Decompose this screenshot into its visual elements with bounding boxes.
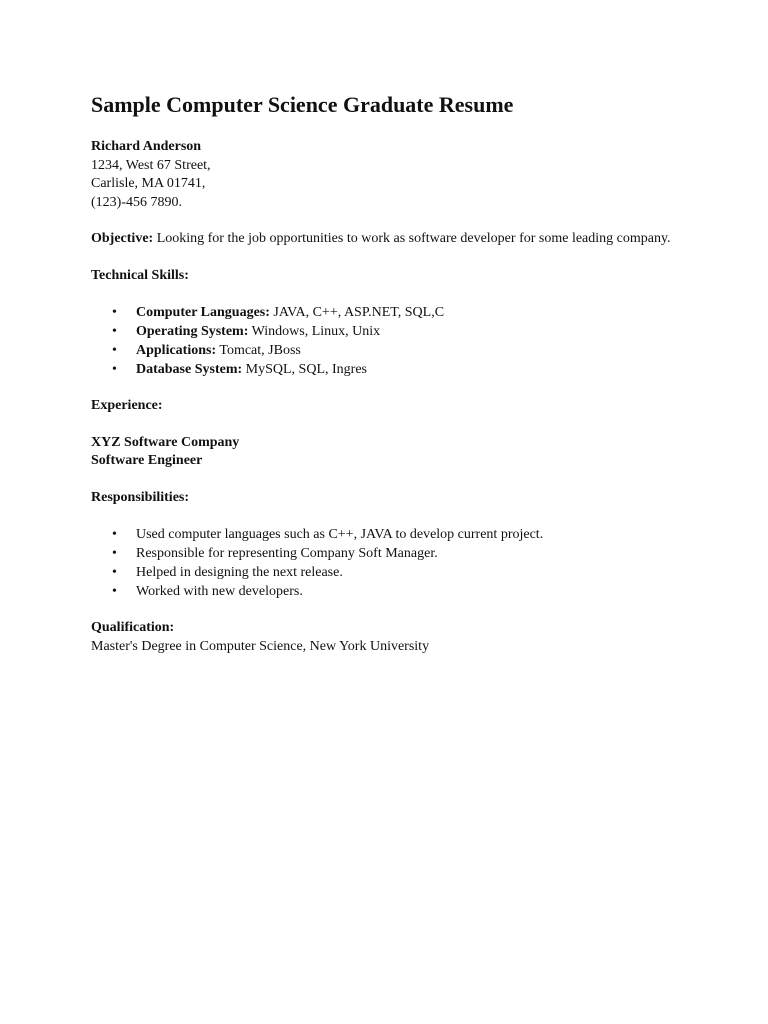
responsibility-text: Helped in designing the next release. xyxy=(136,565,343,580)
skill-value: Windows, Linux, Unix xyxy=(251,324,381,339)
list-item xyxy=(91,525,691,544)
page-title: Sample Computer Science Graduate Resume xyxy=(91,92,514,117)
technical-skills-list xyxy=(91,303,691,379)
objective-section xyxy=(91,230,691,249)
skill-value: MySQL, SQL, Ingres xyxy=(245,362,367,377)
objective-text: Looking for the job opportunities to work as software developer for some leading company. xyxy=(156,231,671,246)
bullet-icon: • xyxy=(112,324,117,339)
bullet-icon: • xyxy=(112,362,117,377)
contact-address-line1: 1234, West 67 Street, xyxy=(91,157,211,173)
contact-name: Richard Anderson xyxy=(91,139,202,154)
skill-value: JAVA, C++, ASP.NET, SQL,C xyxy=(273,305,445,320)
qualification-section xyxy=(91,619,691,656)
list-item xyxy=(91,582,691,601)
list-item xyxy=(91,360,691,379)
skill-value: Tomcat, JBoss xyxy=(219,343,301,358)
skill-label: Database System: xyxy=(136,362,243,377)
bullet-icon: • xyxy=(112,527,117,542)
skill-label: Computer Languages: xyxy=(136,305,270,320)
qualification-heading: Qualification: xyxy=(91,620,175,635)
responsibilities-list xyxy=(91,525,691,601)
contact-block xyxy=(91,138,691,212)
responsibility-text: Used computer languages such as C++, JAVA to develop current project. xyxy=(136,527,544,542)
experience-company: XYZ Software Company xyxy=(91,434,240,450)
responsibility-text: Responsible for representing Company Soft Manager. xyxy=(136,546,438,561)
responsibility-text: Worked with new developers. xyxy=(136,584,303,599)
technical-skills-heading: Technical Skills: xyxy=(91,267,189,283)
experience-role: Software Engineer xyxy=(91,453,203,468)
contact-phone: (123)-456 7890. xyxy=(91,194,182,210)
skill-label: Applications: xyxy=(136,343,217,358)
list-item xyxy=(91,544,691,563)
list-item xyxy=(91,341,691,360)
bullet-icon: • xyxy=(112,565,117,580)
resume-page xyxy=(91,90,691,656)
list-item xyxy=(91,563,691,582)
list-item xyxy=(91,303,691,322)
bullet-icon: • xyxy=(112,343,117,358)
responsibilities-heading: Responsibilities: xyxy=(91,489,190,505)
bullet-icon: • xyxy=(112,584,117,599)
experience-block xyxy=(91,434,691,471)
bullet-icon: • xyxy=(112,305,117,320)
contact-address-line2: Carlisle, MA 01741, xyxy=(91,176,206,191)
skill-label: Operating System: xyxy=(136,324,249,339)
experience-heading: Experience: xyxy=(91,398,163,413)
bullet-icon: • xyxy=(112,546,117,561)
qualification-text: Master's Degree in Computer Science, New York University xyxy=(91,638,430,654)
objective-label: Objective: xyxy=(91,231,154,246)
list-item xyxy=(91,322,691,341)
